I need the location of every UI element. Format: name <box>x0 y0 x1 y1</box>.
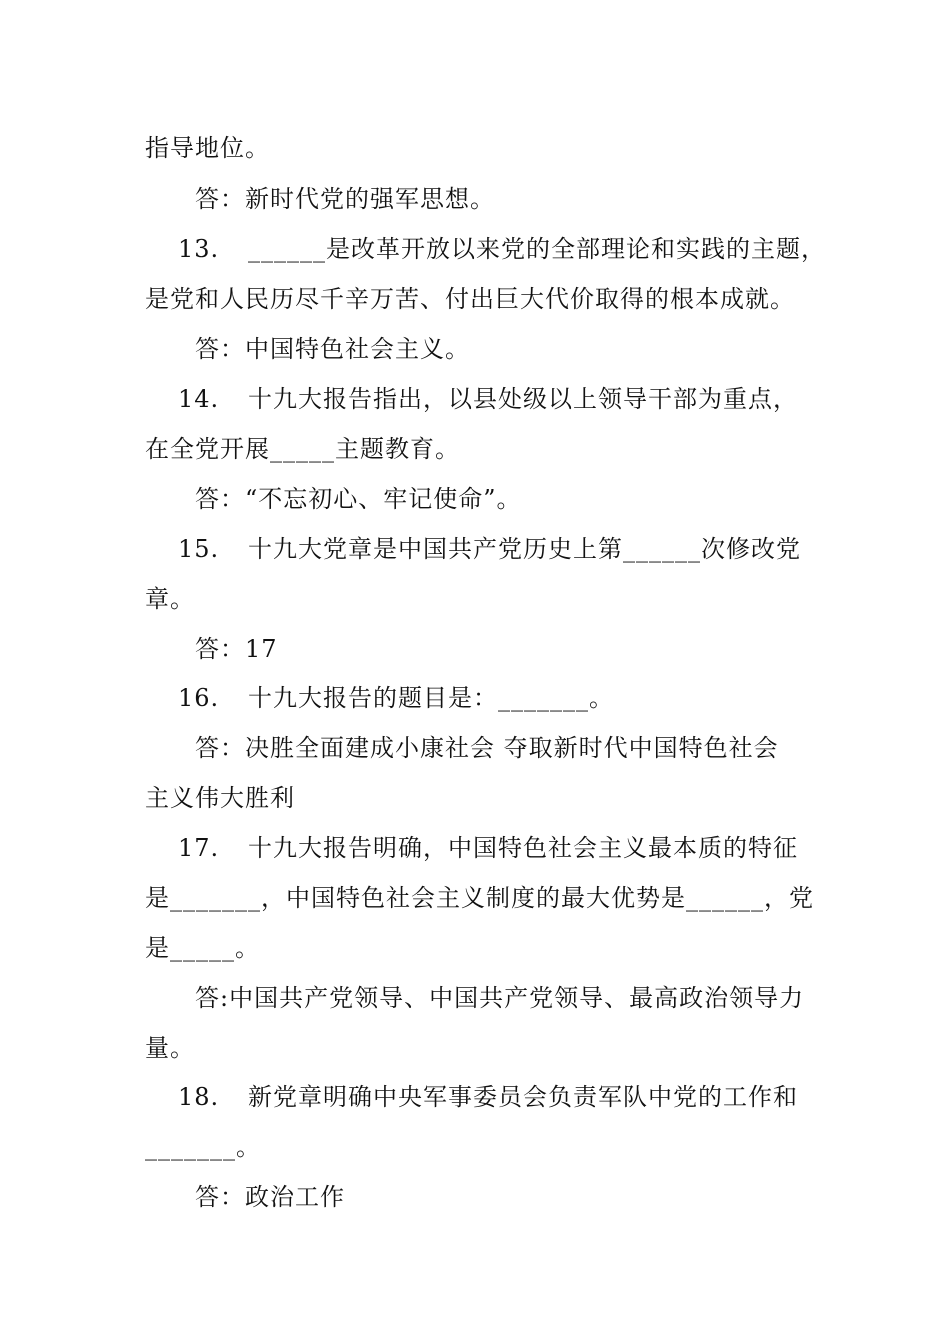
question-14: 14. 十九大报告指出，以县处级以上领导干部为重点， <box>178 385 798 413</box>
text-line: 在全党开展_____主题教育。 <box>145 435 460 463</box>
text-line: 量。 <box>145 1034 195 1062</box>
answer-line: 答：“不忘初心、牢记使命”。 <box>195 485 522 513</box>
text-line: 章。 <box>145 585 195 613</box>
answer-line: 答：决胜全面建成小康社会 夺取新时代中国特色社会 <box>195 734 779 762</box>
question-15: 15. 十九大党章是中国共产党历史上第______次修改党 <box>178 535 801 563</box>
question-number: 18. <box>178 1083 220 1111</box>
question-18: 18. 新党章明确中央军事委员会负责军队中党的工作和 <box>178 1083 798 1111</box>
question-13: 13. ______是改革开放以来党的全部理论和实践的主题， <box>178 235 826 263</box>
answer-line: 答:中国共产党领导、中国共产党领导、最高政治领导力 <box>195 984 805 1012</box>
question-number: 15. <box>178 535 220 563</box>
text-line: 是_____。 <box>145 934 260 962</box>
question-number: 17. <box>178 834 220 862</box>
answer-line: 答：中国特色社会主义。 <box>195 335 470 363</box>
text-line: 指导地位。 <box>145 134 270 162</box>
question-number: 14. <box>178 385 220 413</box>
text-line: _______。 <box>145 1133 261 1161</box>
text-line: 主义伟大胜利 <box>145 784 295 812</box>
answer-line: 答：政治工作 <box>195 1183 345 1211</box>
answer-line: 答：17 <box>195 635 278 663</box>
question-16: 16. 十九大报告的题目是：_______。 <box>178 684 614 712</box>
question-number: 13. <box>178 235 220 263</box>
text-line: 是_______，中国特色社会主义制度的最大优势是______，党 <box>145 884 814 912</box>
question-number: 16. <box>178 684 220 712</box>
answer-line: 答：新时代党的强军思想。 <box>195 185 495 213</box>
question-17: 17. 十九大报告明确，中国特色社会主义最本质的特征 <box>178 834 798 862</box>
text-line: 是党和人民历尽千辛万苦、付出巨大代价取得的根本成就。 <box>145 285 795 313</box>
